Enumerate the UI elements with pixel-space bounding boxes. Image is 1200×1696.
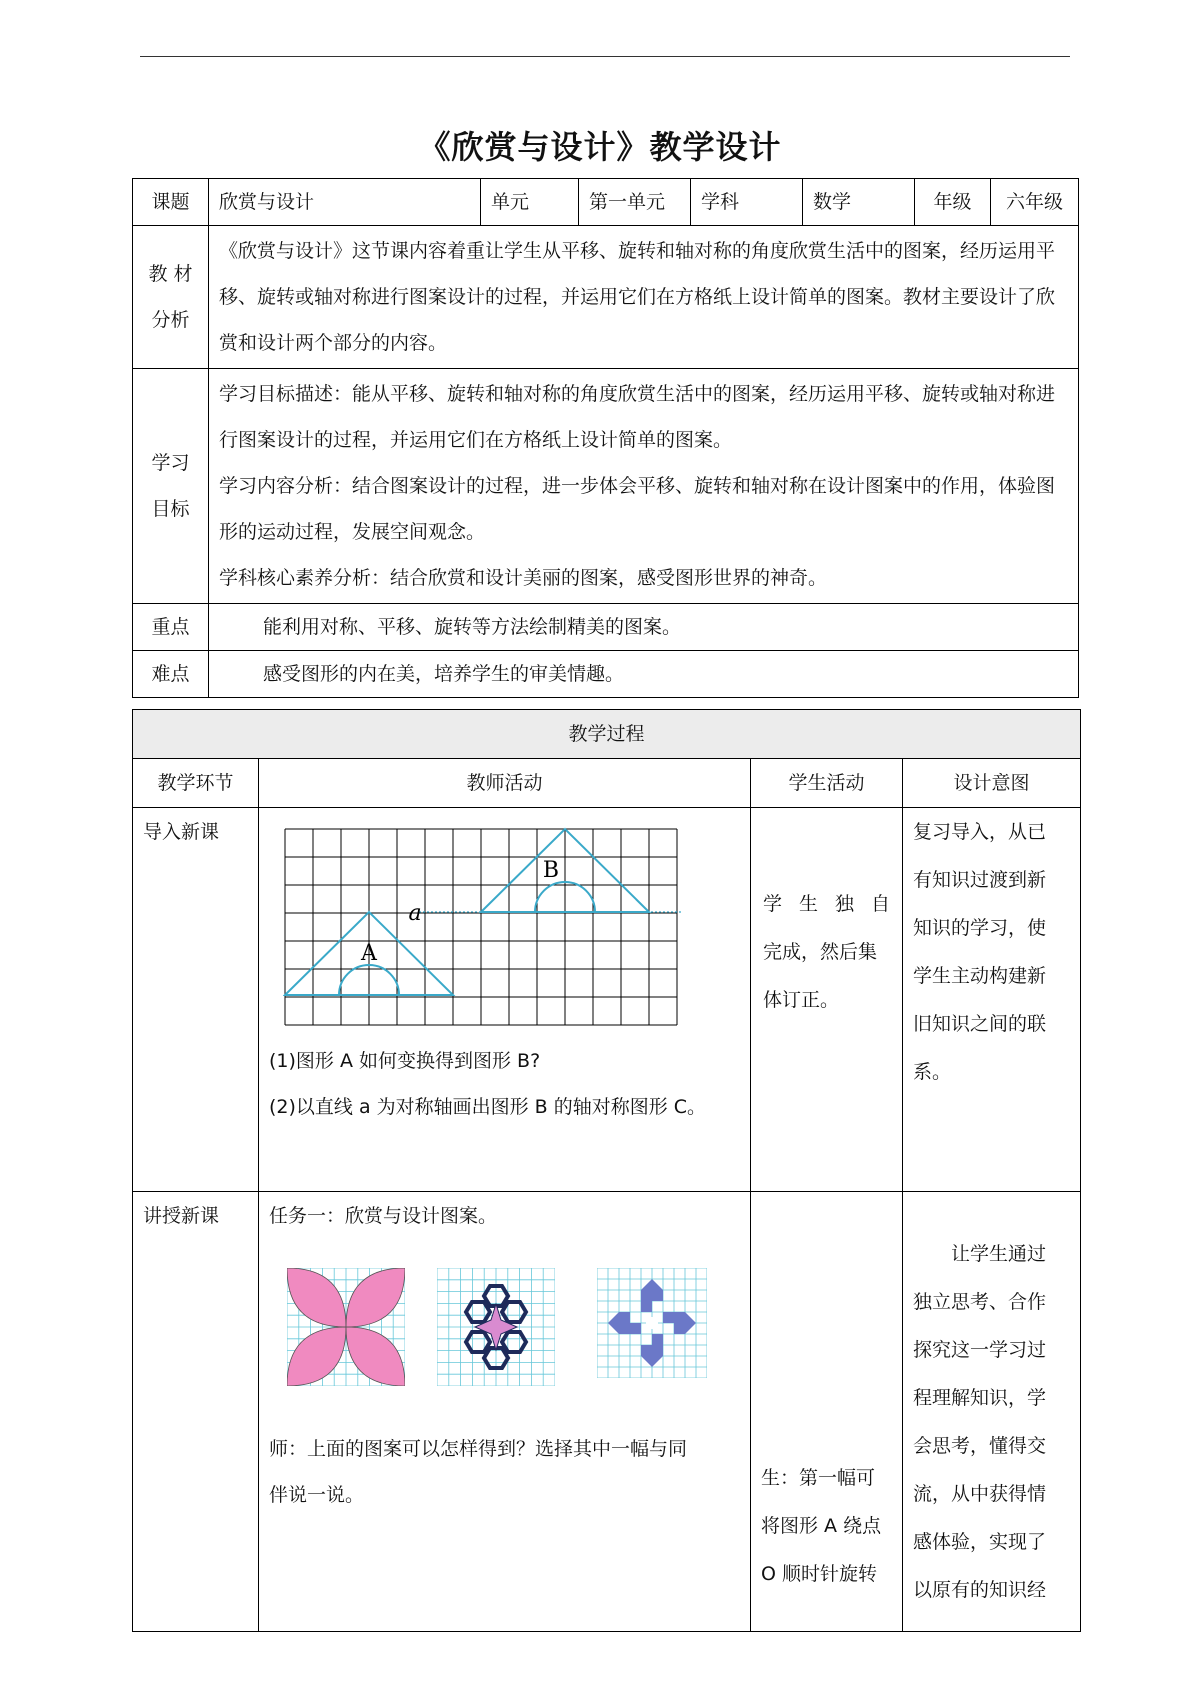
petal-pattern xyxy=(287,1268,405,1386)
new-lesson-design-intent xyxy=(903,1192,1081,1632)
center-star xyxy=(475,1304,517,1350)
intro-student-text xyxy=(763,880,890,1024)
header-rule xyxy=(140,56,1070,57)
new-lesson-intent-line-3: 探究这一学习过 xyxy=(913,1339,1047,1361)
intro-intent-line-1: 复习导入，从已 xyxy=(913,821,1047,843)
intro-student-activity xyxy=(751,808,903,1192)
material-label-line2: 分析 xyxy=(151,309,190,331)
unit-label: 单元 xyxy=(481,179,579,226)
col-teacher-activity: 教师活动 xyxy=(259,759,751,808)
col-design-intent: 设计意图 xyxy=(903,759,1081,808)
material-analysis-row xyxy=(133,226,1079,369)
course-value: 欣赏与设计 xyxy=(209,179,481,226)
new-lesson-intent-line-4: 程理解知识，学 xyxy=(913,1387,1047,1409)
new-lesson-student-activity xyxy=(751,1192,903,1632)
grade-value: 六年级 xyxy=(991,179,1079,226)
material-analysis-text: 《欣赏与设计》这节课内容着重让学生从平移、旋转和轴对称的角度欣赏生活中的图案，经历运用平移、旋转或轴对称进行图案设计的过程，并运用它们在方格纸上设计简单的图案。教材主要设计了欣赏和设计两个部分的内容。 xyxy=(209,226,1079,369)
label-a: A xyxy=(361,941,377,966)
intro-intent-line-2: 有知识过渡到新 xyxy=(913,869,1047,891)
hexagon-star-pattern xyxy=(437,1268,555,1386)
teaching-process-table xyxy=(132,709,1081,1632)
new-lesson-row xyxy=(133,1192,1081,1632)
difficulty-label: 难点 xyxy=(133,651,209,698)
learning-goals-row xyxy=(133,369,1079,604)
goals-label-line2: 目标 xyxy=(151,498,190,520)
intro-intent-line-6: 系。 xyxy=(913,1061,952,1083)
new-lesson-stage: 讲授新课 xyxy=(133,1192,259,1632)
key-point-row xyxy=(133,604,1079,651)
intro-student-line-2: 完成，然后集 xyxy=(763,941,878,963)
question-2: (2)以直线 a 为对称轴画出图形 B 的轴对称图形 C。 xyxy=(269,1096,707,1118)
subject-label: 学科 xyxy=(691,179,803,226)
col-stage: 教学环节 xyxy=(133,759,259,808)
intro-row xyxy=(133,808,1081,1192)
goal-core-literacy: 学科核心素养分析：结合欣赏和设计美丽的图案，感受图形世界的神奇。 xyxy=(219,567,828,589)
petal-bottom-right xyxy=(346,1327,405,1386)
new-lesson-intent-line-2: 独立思考、合作 xyxy=(913,1291,1047,1313)
difficulty-row xyxy=(133,651,1079,698)
new-lesson-student-line-3: O 顺时针旋转 xyxy=(761,1563,877,1585)
intro-student-line-1: 学 生 独 自 xyxy=(763,893,890,915)
intro-teacher-activity xyxy=(259,808,751,1192)
key-point-label: 重点 xyxy=(133,604,209,651)
pinwheel-center xyxy=(646,1317,658,1329)
new-lesson-intent-line-8: 以原有的知识经 xyxy=(913,1579,1047,1601)
course-label: 课题 xyxy=(133,179,209,226)
new-lesson-student-line-1: 生：第一幅可 xyxy=(761,1467,876,1489)
goal-description: 学习目标描述：能从平移、旋转和轴对称的角度欣赏生活中的图案，经历运用平移、旋转或轴对称进行图案设计的过程，并运用它们在方格纸上设计简单的图案。 xyxy=(219,383,1056,451)
lesson-info-table xyxy=(132,178,1079,698)
pinwheel-pattern xyxy=(597,1268,707,1378)
difficulty-text: 感受图形的内在美，培养学生的审美情趣。 xyxy=(209,651,1079,698)
teacher-question-line-2: 伴说一说。 xyxy=(269,1484,365,1506)
new-lesson-teacher-activity xyxy=(259,1192,751,1632)
material-label-line1: 教 材 xyxy=(148,263,193,285)
grade-label: 年级 xyxy=(915,179,991,226)
intro-design-intent xyxy=(903,808,1081,1192)
new-lesson-student-line-2: 将图形 A 绕点 xyxy=(761,1515,882,1537)
new-lesson-intent-line-5: 会思考，懂得交 xyxy=(913,1435,1047,1457)
course-row xyxy=(133,179,1079,226)
petal-top-left xyxy=(287,1268,346,1327)
intro-student-line-3: 体订正。 xyxy=(763,989,840,1011)
intro-intent-line-4: 学生主动构建新 xyxy=(913,965,1047,987)
pattern-gallery xyxy=(287,1268,740,1386)
learning-goals-text xyxy=(209,369,1079,604)
new-lesson-intent-line-6: 流，从中获得情 xyxy=(913,1483,1047,1505)
document-title: 《欣赏与设计》教学设计 xyxy=(418,128,782,166)
goals-label-line1: 学习 xyxy=(151,452,190,474)
intro-intent-line-5: 旧知识之间的联 xyxy=(913,1013,1047,1035)
new-lesson-intent-line-1: 让学生通过 xyxy=(951,1243,1047,1265)
unit-value: 第一单元 xyxy=(579,179,691,226)
petal-top-right xyxy=(346,1268,405,1327)
intro-intent-line-3: 知识的学习，使 xyxy=(913,917,1047,939)
task-one: 任务一：欣赏与设计图案。 xyxy=(269,1205,498,1227)
label-line-a: a xyxy=(408,901,422,926)
key-point-text: 能利用对称、平移、旋转等方法绘制精美的图案。 xyxy=(209,604,1079,651)
teacher-question-line-1: 师：上面的图案可以怎样得到？选择其中一幅与同 xyxy=(269,1438,688,1460)
material-label xyxy=(133,226,209,369)
translation-grid-figure xyxy=(283,826,683,1028)
col-student-activity: 学生活动 xyxy=(751,759,903,808)
new-lesson-intent-line-7: 感体验，实现了 xyxy=(913,1531,1047,1553)
process-header: 教学过程 xyxy=(133,710,1081,759)
subject-value: 数学 xyxy=(803,179,915,226)
new-lesson-student-text xyxy=(761,1454,892,1598)
intro-stage: 导入新课 xyxy=(133,808,259,1192)
process-column-headers xyxy=(133,759,1081,808)
goal-content-analysis: 学习内容分析：结合图案设计的过程，进一步体会平移、旋转和轴对称在设计图案中的作用，体验图形的运动过程，发展空间观念。 xyxy=(219,475,1056,543)
new-lesson-intent-text xyxy=(913,1230,1070,1614)
intro-intent-text xyxy=(913,808,1070,1096)
petal-bottom-left xyxy=(287,1327,346,1386)
goals-label xyxy=(133,369,209,604)
question-1: (1)图形 A 如何变换得到图形 B? xyxy=(269,1050,541,1072)
label-b: B xyxy=(542,858,560,883)
